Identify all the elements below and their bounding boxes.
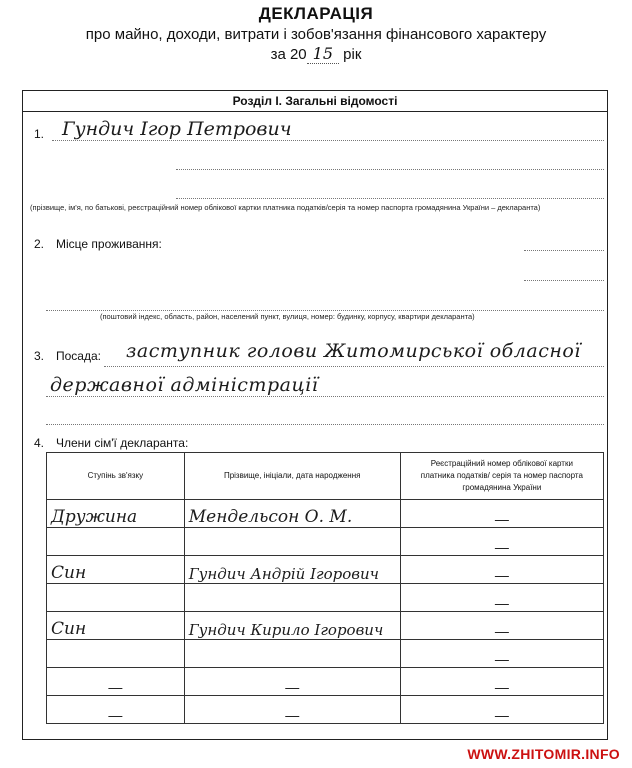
relation-cell: — — [47, 668, 185, 696]
site-watermark: WWW.ZHITOMIR.INFO — [467, 746, 620, 762]
relation-cell: Дружина — [47, 500, 185, 528]
declarant-name-handwritten: Гундич Ігор Петрович — [62, 118, 292, 140]
tax-id-cell: — — [400, 668, 603, 696]
table-header-row — [47, 453, 604, 500]
name-cell: Гундич Кирило Ігорович — [184, 612, 400, 640]
field-2-label: Місце проживання: — [56, 237, 162, 251]
column-header-name: Прізвище, ініціали, дата народження — [184, 453, 400, 500]
table-row — [47, 556, 604, 584]
relation-cell — [47, 584, 185, 612]
relation-cell: — — [47, 696, 185, 724]
field-1-number: 1. — [34, 127, 45, 141]
field-1-line-3 — [176, 198, 604, 199]
field-2-line-2 — [524, 280, 604, 281]
field-3-number: 3. — [34, 349, 45, 363]
name-cell — [184, 640, 400, 668]
field-3-line-2 — [46, 396, 604, 397]
field-2-line-3 — [46, 310, 604, 311]
section-heading: Розділ І. Загальні відомості — [22, 90, 608, 112]
tax-id-cell: — — [400, 612, 603, 640]
field-2-number: 2. — [34, 237, 45, 251]
name-cell: Мендельсон О. М. — [184, 500, 400, 528]
field-2-line — [524, 250, 604, 251]
field-4-number: 4. — [34, 436, 45, 450]
tax-id-cell: — — [400, 584, 603, 612]
declaration-year — [0, 44, 632, 63]
name-cell: Гундич Андрій Ігорович — [184, 556, 400, 584]
tax-id-cell: — — [400, 640, 603, 668]
relation-cell — [47, 528, 185, 556]
field-2-note: (поштовий індекс, область, район, населений пункт, вулиця, номер: будинку, корпусу, квартири декларанта) — [100, 312, 475, 321]
field-1-line-2 — [176, 169, 604, 170]
name-cell — [184, 528, 400, 556]
name-cell: — — [184, 668, 400, 696]
document-subtitle: про майно, доходи, витрати і зобов'язання фінансового характеру — [85, 26, 547, 43]
field-3-line — [104, 366, 604, 367]
family-members-table — [46, 452, 604, 724]
relation-cell: Син — [47, 556, 185, 584]
field-1-note: (прізвище, ім'я, по батькові, реєстраційний номер облікової картки платника податків/серія та номер паспорта громадянина України – декларанта) — [30, 203, 541, 212]
field-4-label: Члени сім'ї декларанта: — [56, 436, 189, 450]
column-header-relation: Ступінь зв'язку — [47, 453, 185, 500]
tax-id-cell: — — [400, 696, 603, 724]
tax-id-cell: — — [400, 556, 603, 584]
position-handwritten-line-1: заступник голови Житомирської обласної — [126, 340, 581, 362]
relation-cell — [47, 640, 185, 668]
tax-id-cell: — — [400, 528, 603, 556]
table-row — [47, 696, 604, 724]
table-row — [47, 668, 604, 696]
table-row — [47, 584, 604, 612]
table-row — [47, 612, 604, 640]
year-suffix: рік — [343, 46, 362, 63]
tax-id-cell: — — [400, 500, 603, 528]
year-prefix: за 20 — [270, 46, 307, 63]
name-cell — [184, 584, 400, 612]
field-3-line-3 — [46, 424, 604, 425]
document-title: ДЕКЛАРАЦІЯ — [258, 4, 374, 23]
table-row — [47, 528, 604, 556]
relation-cell: Син — [47, 612, 185, 640]
year-handwritten: 15 — [307, 44, 339, 64]
field-1-line — [52, 140, 604, 141]
table-row — [47, 500, 604, 528]
table-row — [47, 640, 604, 668]
name-cell: — — [184, 696, 400, 724]
column-header-tax-id: Реєстраційний номер облікової картки платника податків/ серія та номер паспорта громадянина України — [400, 453, 603, 500]
position-handwritten-line-2: державної адміністрації — [50, 374, 319, 396]
field-3-label: Посада: — [56, 349, 101, 363]
